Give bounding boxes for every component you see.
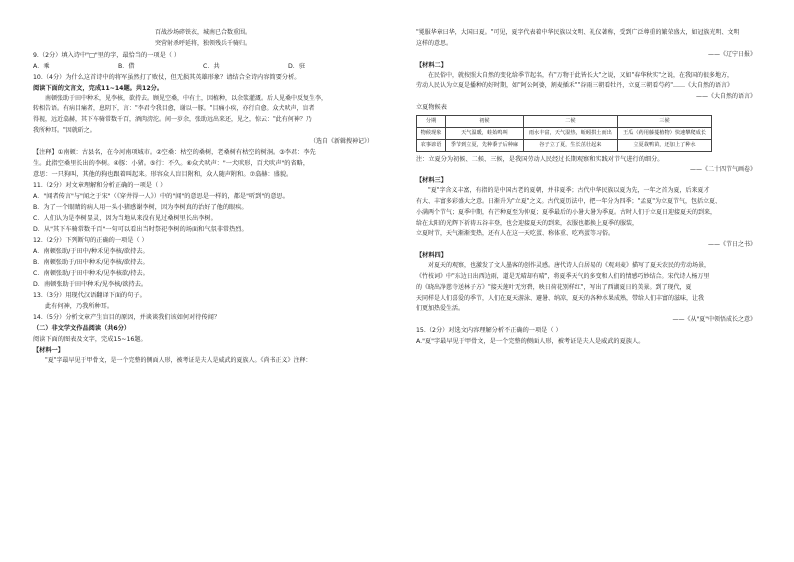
material-heading: 【材料四】	[416, 252, 447, 260]
material-text: 劳动人民认为立夏是播种的好时期，如"阿公阿婆，割麦插禾""谷雨三朝看牡丹，立夏三朝看芍药"……《大自然的语言》	[416, 82, 734, 90]
table-title: 立夏物候表	[416, 104, 447, 112]
source-citation: ——《辽宁日报》	[707, 50, 756, 58]
reading-instruction: 阅读下面的文言文，完成11~14题。共12分。	[33, 84, 164, 92]
question-11: 11.（2分）对文章理解和分析正确的一项是（ ）	[33, 181, 167, 189]
option-b: B．借	[118, 62, 135, 70]
classical-text-line: 我所种耳。"因就斫之。	[33, 126, 96, 134]
question-13: 13.（3分）用现代汉语翻译下面的句子。	[33, 291, 146, 299]
source-citation: ——《节日之书》	[707, 241, 756, 249]
option-a: A．南顿张助/于田中/种禾见李核/欲持去。	[33, 247, 149, 255]
classical-text-line: 南顿张助于田中种禾，见李核，欲持去。顾见空桑，中有土，因植种，以余浆灌溉。后人见桑中反复生李，	[45, 94, 328, 102]
material-text: 对夏天的观察，也激发了文人墨客的创作灵感。唐代诗人白居易的《观刈麦》描写了夏天农民的劳动场景，	[428, 262, 711, 270]
source-citation: ——《从"夏"中领悟成长之意》	[672, 316, 756, 324]
material-text: 们更加热爱生活。	[416, 305, 465, 313]
option-a: A."夏"字最早见于甲骨文，是一个完整的侧面人形，被考证是夫人是威武的夏族人。	[416, 338, 645, 346]
classical-text-line: 转相告语。有病目痛者，息阴下，言："李君令我目愈，谢以一豚。"目痛小疾，亦行自愈。众犬吠声，盲者	[33, 105, 315, 113]
classical-text-line: 得视，远近翕赫，其下车骑常数千百，酒肉滂沱。间一岁余，张助远出来还，见之，惊云："此有何神？乃	[33, 116, 312, 124]
option-a: A．"闻者传言"与"闻之于宋"（《穿井得一人》）中的"闻"的意思是一样的，都是"听到"的意思。	[33, 192, 289, 200]
right-column	[416, 28, 756, 347]
table-row	[417, 140, 712, 152]
phenology-table	[416, 115, 712, 152]
question-9-options	[33, 61, 373, 72]
material-text: 在民俗中，就按照大自然的变化给季节起名，有"万物于此皆长大"之说，又如"春华秋实"之说，在我国的很多地方，	[428, 71, 734, 79]
poem-line-1: 百战沙场碎铁衣，城南已合数重围。	[154, 29, 251, 36]
table-header-cell: 三候	[617, 116, 711, 128]
table-row-label: 物候现象	[417, 128, 446, 140]
poem-line-2: 突营射杀呼延将，独领残兵千骑归。	[154, 39, 251, 47]
table-header-row	[417, 116, 712, 128]
option-b: B．为了一个眼睛的病人用一头小猪感谢李树，因为李树真的治好了他的眼疾。	[33, 203, 248, 211]
material-text: 有大、丰富多彩盛大之意。日渐升为"立夏"之义。古代夏历法中，把一年分为四季；"孟夏"为立夏节气，包括立夏、	[416, 197, 722, 205]
table-cell: 季节到立夏，先种黍子后种麻	[446, 140, 524, 152]
material-heading: 【材料一】	[33, 346, 64, 354]
table-cell: 天气温暖，蛙始鸣叫	[446, 128, 524, 140]
table-note: 注：立夏分为初候、二候、三候，是我国劳动人民经过长期观察和实践对节气进行的细分。	[416, 156, 664, 164]
left-column	[33, 28, 373, 367]
reading-instruction: 阅读下面的图表及文字，完成15~16题。	[33, 335, 147, 343]
annotation-line: 生。此指空桑里长出的李树。④豚：小猪。⑤行：不久。⑥众犬吠声："一犬吠形，百犬吠声"的省略，	[33, 159, 310, 167]
source-citation: ——《大自然的语言》	[695, 93, 756, 101]
question-14: 14.（5分）分析文章产生盲目的原因，并谈谈我们该如何对待传闻？	[33, 313, 221, 321]
question-10: 10.（4分）为什么这首诗中的将军虽然打了败仗，但无损其英雄形象？请结合全诗内容简要分析。	[33, 73, 301, 81]
option-a: A．乘	[33, 62, 50, 70]
material-text: "夏"字最早见于甲骨文，是一个完整的侧面人形，被考证是夫人是威武的夏族人。《尚书正义》注释：	[45, 356, 312, 364]
table-cell: 雨水丰富，天气湿热，蚯蚓拱土而出	[523, 128, 617, 140]
material-text: "冕服华章曰华，大国曰夏。"可见，夏字代表着中华民族以文明、礼仪著称，受到广泛尊重的繁荣盛大，如冠族光明、文明	[416, 29, 740, 36]
question-9: 9.（2分）填入诗中"□"里的字，最恰当的一项是（ ）	[33, 51, 181, 59]
option-d: D．南顿张助于田中种禾/见李核/欲持去。	[33, 280, 148, 288]
option-d: D．从"其下车骑常数千百"一句可以看出当时祭祀李树的场面和气氛非常热烈。	[33, 225, 248, 233]
material-text: 《竹枝词》中"东边日出西边雨，道是无晴却有晴"，将夏季天气的多变和人们的情感巧妙结合。宋代诗人杨万里	[416, 272, 710, 280]
annotation-line: 【注释】①南顿：古县名，在今河南项城市。②空桑：枯空的桑树，老桑树有枯空的树洞。③李君：李先	[33, 148, 316, 156]
source-citation: ——《二十四节气画卷》	[689, 166, 756, 174]
material-text: "夏"字含义丰富，有指的是中国古老的夏朝，并非夏季；古代中华民族以夏为先，一年之首为夏，后来夏才	[428, 187, 710, 195]
material-text: 小满两个节气；夏季中期，有芒种夏至为仲夏；夏季最后的小暑大暑为季夏。古时人们于立夏日迎接夏天的到来，	[416, 208, 717, 216]
material-text: 给在太阳的光辉下祈祷五谷丰登，也会迎接夏天的到来，衣服也都换上夏季的服装，	[416, 219, 639, 227]
option-c: C．共	[203, 62, 220, 70]
question-15: 15.（2分）对选文内容理解分析不正确的一项是（ ）	[416, 327, 562, 335]
table-cell: 谷子立了夏，生长茁壮起来	[523, 140, 617, 152]
question-12: 12.（2分）下列断句的正确的一项是（ ）	[33, 236, 148, 244]
option-c: C．人们认为是李树显灵，因为当地从来没有见过桑树里长出李树。	[33, 214, 217, 222]
translate-sentence: 此有何神，乃我所种耳。	[45, 302, 114, 310]
classical-source: （选自《新辑搜神记》）	[309, 137, 373, 145]
table-header-cell: 初候	[446, 116, 524, 128]
table-header-cell: 分期	[417, 116, 446, 128]
material-heading: 【材料三】	[416, 177, 447, 185]
table-row	[417, 128, 712, 140]
section-heading: （二）非文学文作品阅读（共6分）	[33, 324, 131, 332]
annotation-line: 意思：一只狗叫，其他的狗也跟着叫起来。形容众人盲目附和，众人随声附和。⑦翕赫：盛貌。	[33, 170, 293, 178]
material-text: 的《晓出净慈寺送林子方》"接天莲叶无穷碧，映日荷花别样红"，写出了西湖夏日的美景。到了现代，夏	[416, 283, 692, 291]
option-d: D．驻	[288, 62, 306, 70]
table-cell: 王瓜（药用藤蔓植物）快速攀爬成长	[617, 128, 711, 140]
material-text: 天同样是人们喜爱的季节，人们在夏天游泳、避暑、纳凉，夏天的各种水果成熟，带给人们丰富的滋味，让我	[416, 294, 705, 302]
table-row-label: 农事谚语	[417, 140, 446, 152]
material-text: 这样的意思。	[416, 39, 453, 47]
option-b: B．南顿张助于/田中种禾/见李核/欲持去。	[33, 258, 149, 266]
material-heading: 【材料二】	[416, 61, 447, 69]
table-header-cell: 二候	[523, 116, 617, 128]
option-c: C．南顿张助/于田中种禾/见李核欲/持去。	[33, 269, 149, 277]
table-cell: 立夏栽鸭苗，还加上了种水	[617, 140, 711, 152]
material-text: 立夏时节，天气渐渐变热，还有人在这一天吃蛋、称体重、吃鸡蛋等习俗。	[416, 230, 615, 238]
